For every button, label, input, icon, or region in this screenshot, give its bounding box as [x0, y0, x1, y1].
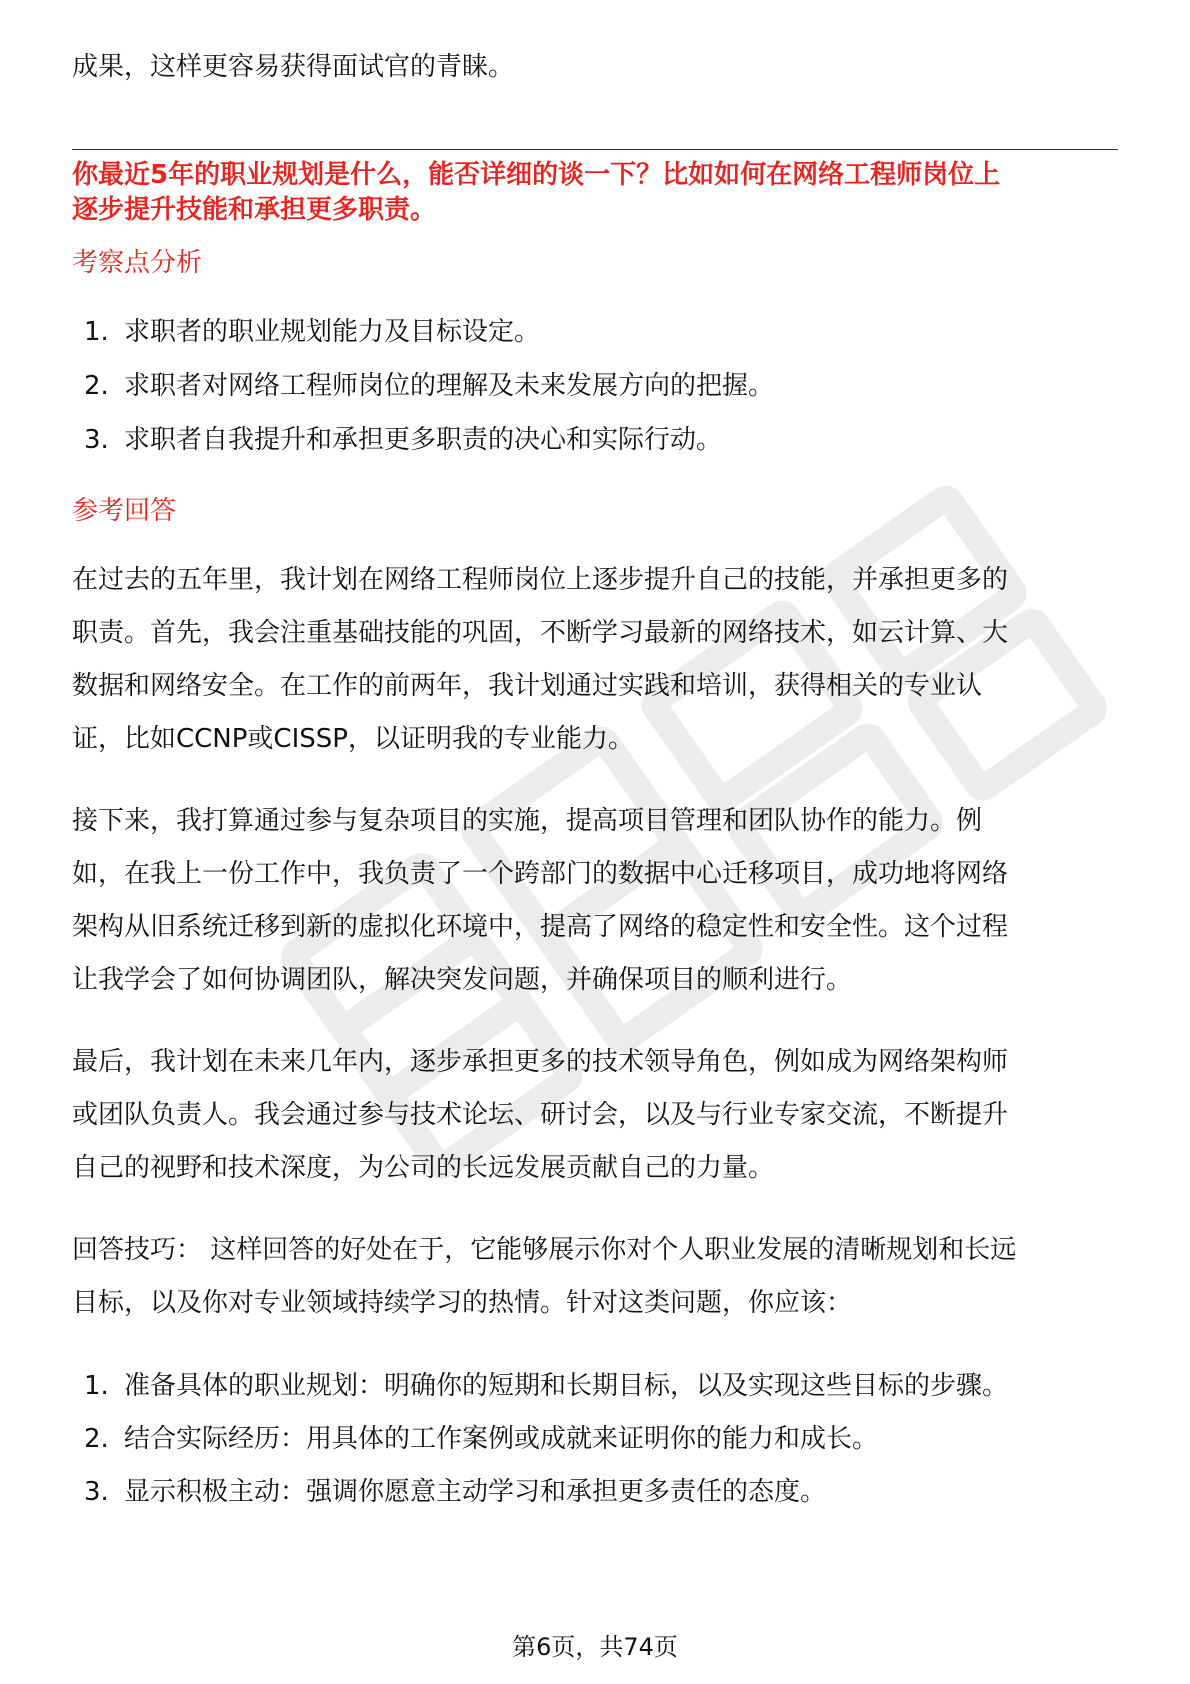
analysis-heading: 考察点分析: [72, 248, 203, 278]
list-item-text: 结合实际经历：用具体的工作案例或成就来证明你的能力和成长。: [124, 1424, 879, 1454]
list-item-text: 求职者自我提升和承担更多职责的决心和实际行动。: [124, 425, 723, 455]
list-item-text: 显示积极主动：强调你愿意主动学习和承担更多责任的态度。: [124, 1477, 827, 1507]
tips-item: [84, 1369, 1008, 1403]
list-number: 1.: [84, 317, 109, 347]
question-line-1: 你最近5年的职业规划是什么，能否详细的谈一下？比如如何在网络工程师岗位上: [72, 160, 1001, 190]
question-line-2: 逐步提升技能和承担更多职责。: [72, 195, 437, 225]
list-item-text: 求职者对网络工程师岗位的理解及未来发展方向的把握。: [124, 371, 775, 401]
answer-paragraph-3-line: 自己的视野和技术深度，为公司的长远发展贡献自己的力量。: [72, 1153, 775, 1183]
answer-paragraph-2-line: 架构从旧系统迁移到新的虚拟化环境中，提高了网络的稳定性和安全性。这个过程: [72, 912, 1009, 942]
page-number: 第6页，共74页: [512, 1633, 678, 1661]
list-item-text: 准备具体的职业规划：明确你的短期和长期目标，以及实现这些目标的步骤。: [124, 1371, 1009, 1401]
list-number: 1.: [84, 1371, 109, 1401]
answer-paragraph-2-line: 让我学会了如何协调团队，解决突发问题，并确保项目的顺利进行。: [72, 965, 853, 995]
answer-paragraph-1-line: 在过去的五年里，我计划在网络工程师岗位上逐步提升自己的技能，并承担更多的: [72, 565, 1009, 595]
answer-paragraph-1-line: 数据和网络安全。在工作的前两年，我计划通过实践和培训，获得相关的专业认: [72, 671, 983, 701]
section-divider: [72, 149, 1118, 150]
tips-item: [84, 1475, 826, 1509]
analysis-item: [84, 369, 774, 403]
analysis-item: [84, 315, 540, 349]
list-item-text: 求职者的职业规划能力及目标设定。: [124, 317, 541, 347]
answer-heading: 参考回答: [72, 496, 177, 526]
answer-paragraph-2-line: 如，在我上一份工作中，我负责了一个跨部门的数据中心迁移项目，成功地将网络: [72, 859, 1009, 889]
answer-paragraph-1-line: 职责。首先，我会注重基础技能的巩固，不断学习最新的网络技术，如云计算、大: [72, 618, 1009, 648]
answer-paragraph-3-line: 或团队负责人。我会通过参与技术论坛、研讨会，以及与行业专家交流，不断提升: [72, 1100, 1009, 1130]
tips-item: [84, 1422, 878, 1456]
tips-line: 回答技巧： 这样回答的好处在于，它能够展示你对个人职业发展的清晰规划和长远: [72, 1235, 1017, 1265]
answer-paragraph-1-line: 证，比如CCNP或CISSP，以证明我的专业能力。: [72, 724, 634, 754]
analysis-item: [84, 423, 722, 457]
answer-paragraph-3-line: 最后，我计划在未来几年内，逐步承担更多的技术领导角色，例如成为网络架构师: [72, 1047, 1009, 1077]
list-number: 2.: [84, 371, 109, 401]
tips-line: 目标，以及你对专业领域持续学习的热情。针对这类问题，你应该：: [72, 1288, 853, 1318]
list-number: 3.: [84, 425, 109, 455]
answer-paragraph-2-line: 接下来，我打算通过参与复杂项目的实施，提高项目管理和团队协作的能力。例: [72, 806, 983, 836]
list-number: 2.: [84, 1424, 109, 1454]
list-number: 3.: [84, 1477, 109, 1507]
intro-text: 成果，这样更容易获得面试官的青睐。: [72, 52, 515, 82]
